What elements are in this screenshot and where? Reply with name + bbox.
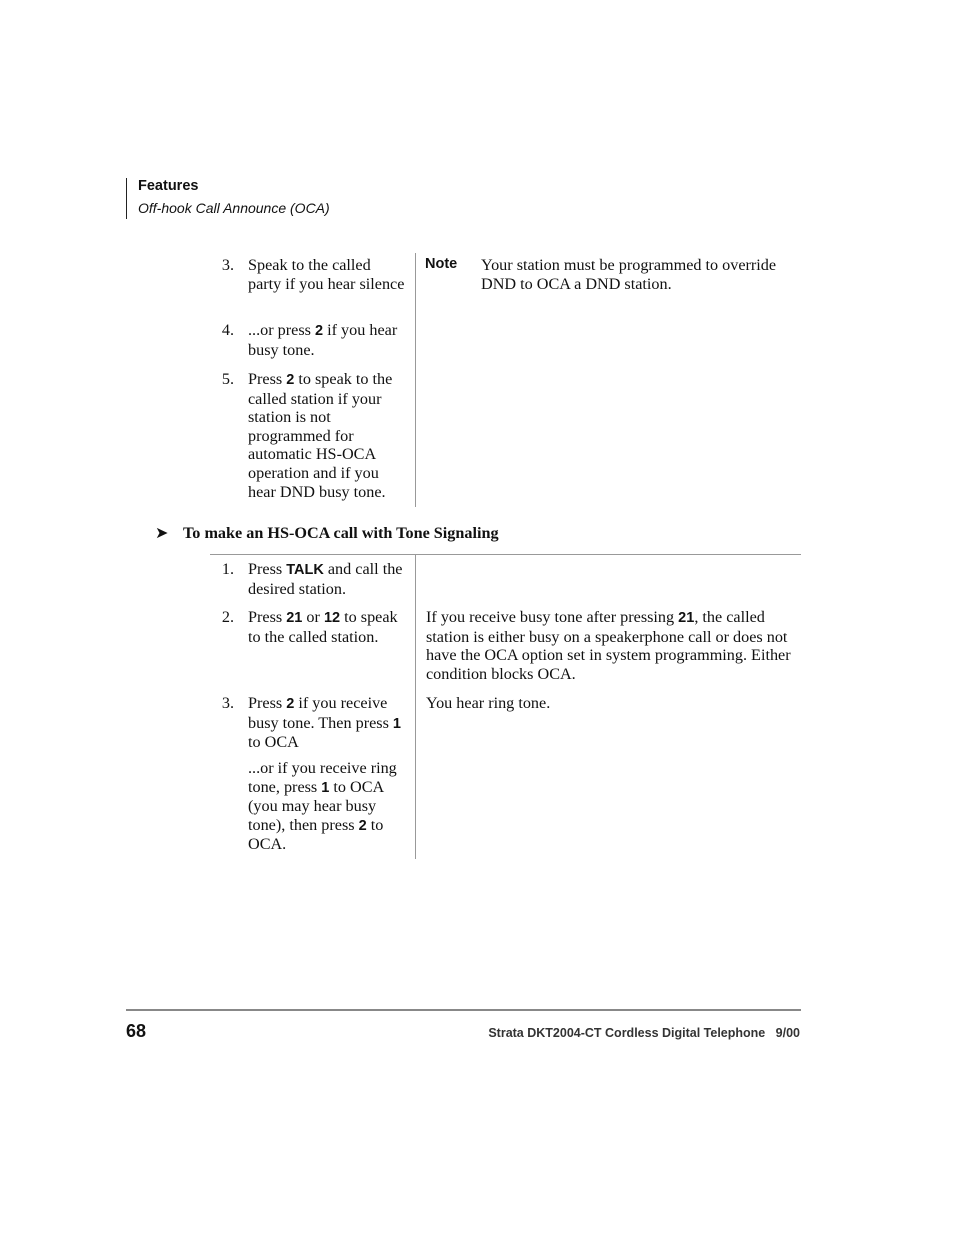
key-label: 1 [392,715,401,732]
step-text: Press TALK and call the desired station. [248,560,403,598]
step-3-result: You hear ring tone. [426,694,551,712]
section-title: Features [138,178,199,194]
key-label: 2 [286,696,295,712]
key-label: 21 [678,610,695,626]
step-number: 1. [221,560,234,578]
key-label: 2 [315,323,324,339]
table2-top-rule [210,554,801,555]
note-text: Your station must be programmed to override DND to OCA a DND station. [481,256,777,293]
key-label: 2 [286,372,295,388]
key-label: 1 [321,779,330,796]
step-2-result: If you receive busy tone after pressing 21, the called station is either busy on a speakerphone call or does not have the OCA option set in system programming. Either condition blocks OCA. [426,608,791,683]
step-text: Press 21 or 12 to speak to the called station. [248,608,398,646]
step-text: Speak to the called party if you hear silence [248,256,405,293]
key-label: 12 [323,610,341,626]
header-rule [126,178,127,219]
step-3-alternative: ...or if you receive ring tone, press 1 to OCA (you may hear busy tone), then press 2 to OCA. [248,759,397,854]
key-label: 21 [286,610,303,626]
step-number: 3. [221,256,234,274]
table1-column-divider [415,253,416,507]
step-number: 3. [221,694,234,712]
step-text: Press 2 to speak to the called station if your station is not programmed for automatic HS-OCA operation and if you hear DND busy tone. [248,370,393,501]
subsection-title: Off-hook Call Announce (OCA) [138,200,330,216]
step-text: Press 2 if you receive busy tone. Then press 1 to OCA [248,694,401,752]
step-number: 5. [221,370,234,388]
step-number: 4. [221,321,234,339]
table2-column-divider [415,555,416,859]
page-number: 68 [126,1021,147,1041]
footer-rule [126,1009,801,1011]
procedure-title: To make an HS-OCA call with Tone Signaling [183,524,499,542]
step-number: 2. [221,608,234,626]
document-title: Strata DKT2004-CT Cordless Digital Telephone 9/00 [488,1026,800,1040]
key-label: 2 [358,817,367,834]
step-text: ...or press 2 if you hear busy tone. [248,321,398,359]
key-label: TALK [286,562,324,578]
procedure-arrow-icon: ➤ [155,525,169,542]
note-label: Note [425,256,458,272]
